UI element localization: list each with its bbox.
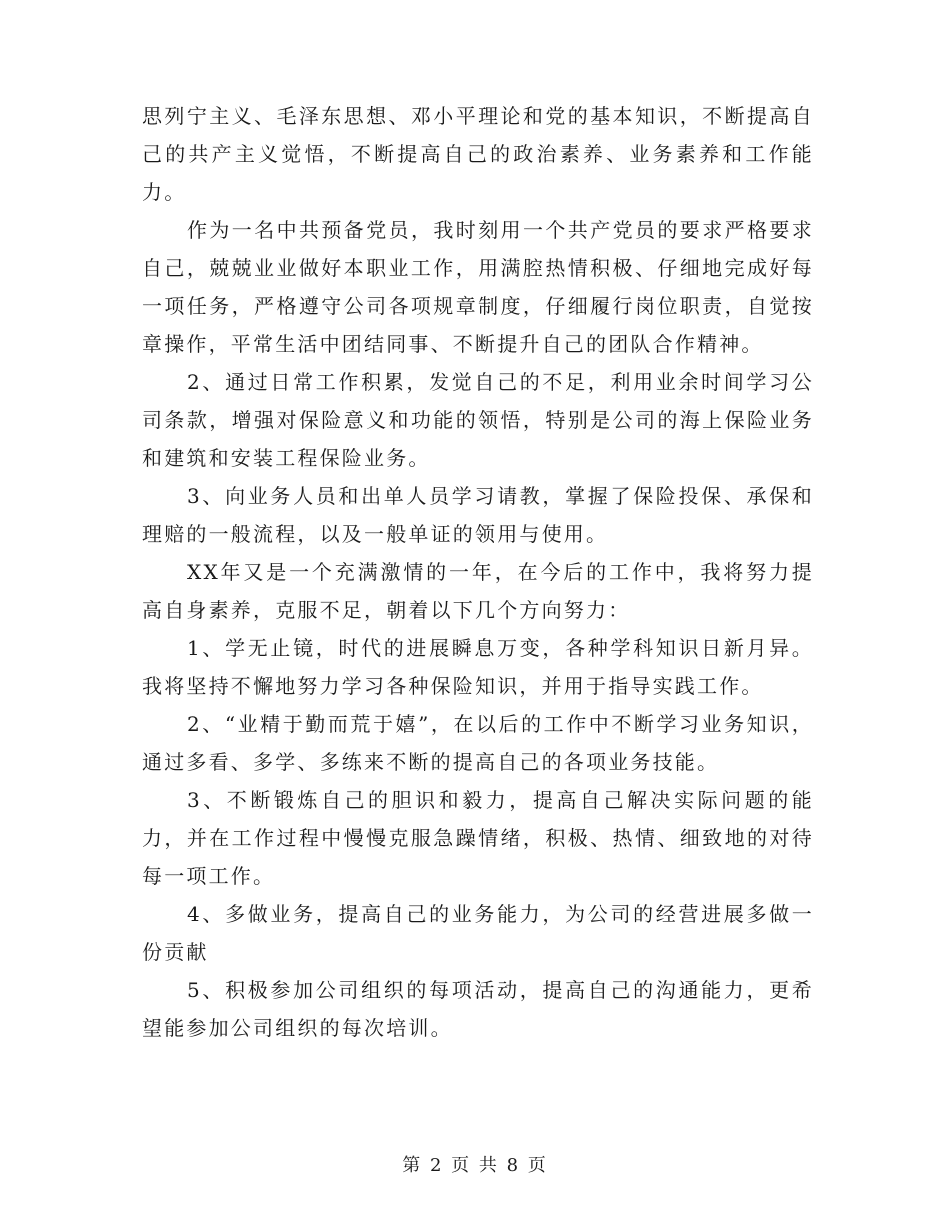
paragraph-8: 3、不断锻炼自己的胆识和毅力，提高自己解决实际问题的能力，并在工作过程中慢慢克服急躁情绪，积极、热情、细致地的对待每一项工作。 [142, 788, 814, 888]
paragraph-1: 思列宁主义、毛泽东思想、邓小平理论和党的基本知识，不断提高自己的共产主义觉悟，不断提高自己的政治素养、业务素养和工作能力。 [142, 104, 814, 204]
paragraph-5: XX年又是一个充满激情的一年，在今后的工作中，我将努力提高自身素养，克服不足，朝着以下几个方向努力： [142, 560, 814, 622]
paragraph-9: 4、多做业务，提高自己的业务能力，为公司的经营进展多做一份贡献 [142, 902, 814, 964]
paragraph-2: 作为一名中共预备党员，我时刻用一个共产党员的要求严格要求自己，兢兢业业做好本职业工作，用满腔热情积极、仔细地完成好每一项任务，严格遵守公司各项规章制度，仔细履行岗位职责，自觉按章操作，平常生活中团结同事、不断提升自己的团队合作精神。 [142, 218, 814, 356]
page-number-label: 第 2 页 共 8 页 [402, 1155, 548, 1176]
paragraph-6: 1、学无止镜，时代的进展瞬息万变，各种学科知识日新月异。我将坚持不懈地努力学习各种保险知识，并用于指导实践工作。 [142, 636, 814, 698]
paragraph-4: 3、向业务人员和出单人员学习请教，掌握了保险投保、承保和理赔的一般流程，以及一般单证的领用与使用。 [142, 484, 814, 546]
paragraph-10: 5、积极参加公司组织的每项活动，提高自己的沟通能力，更希望能参加公司组织的每次培训。 [142, 978, 814, 1040]
paragraph-3: 2、通过日常工作积累，发觉自己的不足，利用业余时间学习公司条款，增强对保险意义和功能的领悟，特别是公司的海上保险业务和建筑和安装工程保险业务。 [142, 370, 814, 470]
paragraph-7: 2、“业精于勤而荒于嬉”，在以后的工作中不断学习业务知识，通过多看、多学、多练来不断的提高自己的各项业务技能。 [142, 712, 814, 774]
document-body [142, 97, 814, 1047]
page-footer [0, 1154, 950, 1178]
